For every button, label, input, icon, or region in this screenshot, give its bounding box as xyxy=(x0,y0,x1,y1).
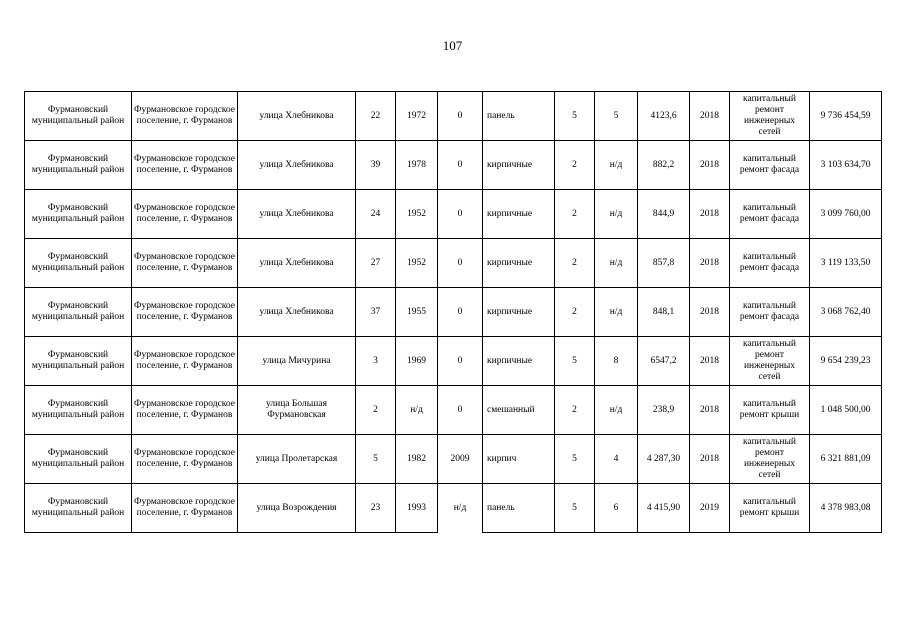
cell-floors: 2 xyxy=(555,190,595,239)
cell-floors: 2 xyxy=(555,386,595,435)
cell-built-year: 1955 xyxy=(396,288,438,337)
cell-area: 882,2 xyxy=(638,141,690,190)
cell-district: Фурмановский муниципальный район xyxy=(25,190,132,239)
cell-work-type: капитальный ремонт инженерных сетей xyxy=(730,337,810,386)
cell-wall-material: кирпичные xyxy=(483,337,555,386)
cell-last-repair: 0 xyxy=(438,92,483,141)
cell-floors: 5 xyxy=(555,92,595,141)
cell-work-type: капитальный ремонт фасада xyxy=(730,239,810,288)
cell-area: 4 287,30 xyxy=(638,435,690,484)
cell-wall-material: кирпич xyxy=(483,435,555,484)
cell-area: 844,9 xyxy=(638,190,690,239)
table-row xyxy=(25,239,882,288)
cell-plan-year: 2018 xyxy=(690,288,730,337)
cell-house: 22 xyxy=(356,92,396,141)
cell-wall-material: панель xyxy=(483,484,555,533)
cell-last-repair: 2009 xyxy=(438,435,483,484)
cell-wall-material: смешанный xyxy=(483,386,555,435)
cell-cost: 9 736 454,59 xyxy=(810,92,882,141)
cell-work-type: капитальный ремонт крыши xyxy=(730,386,810,435)
cell-work-type: капитальный ремонт фасада xyxy=(730,190,810,239)
cell-settlement: Фурмановское городское поселение, г. Фурманов xyxy=(132,92,238,141)
cell-house: 39 xyxy=(356,141,396,190)
cell-floors: 2 xyxy=(555,288,595,337)
cell-street: улица Хлебникова xyxy=(238,92,356,141)
cell-house: 23 xyxy=(356,484,396,533)
cell-floors: 2 xyxy=(555,239,595,288)
cell-entrances: н/д xyxy=(595,190,638,239)
cell-area: 848,1 xyxy=(638,288,690,337)
cell-built-year: 1972 xyxy=(396,92,438,141)
cell-built-year: 1993 xyxy=(396,484,438,533)
cell-floors: 5 xyxy=(555,484,595,533)
cell-plan-year: 2018 xyxy=(690,386,730,435)
cell-district: Фурмановский муниципальный район xyxy=(25,484,132,533)
cell-house: 37 xyxy=(356,288,396,337)
cell-house: 3 xyxy=(356,337,396,386)
cell-house: 2 xyxy=(356,386,396,435)
cell-house: 24 xyxy=(356,190,396,239)
cell-street: улица Пролетарская xyxy=(238,435,356,484)
cell-entrances: 4 xyxy=(595,435,638,484)
cell-plan-year: 2018 xyxy=(690,337,730,386)
cell-built-year: 1952 xyxy=(396,239,438,288)
cell-plan-year: 2018 xyxy=(690,92,730,141)
cell-built-year: 1978 xyxy=(396,141,438,190)
cell-settlement: Фурмановское городское поселение, г. Фурманов xyxy=(132,190,238,239)
cell-last-repair: 0 xyxy=(438,239,483,288)
cell-settlement: Фурмановское городское поселение, г. Фурманов xyxy=(132,386,238,435)
cell-cost: 9 654 239,23 xyxy=(810,337,882,386)
cell-last-repair: 0 xyxy=(438,337,483,386)
cell-entrances: 5 xyxy=(595,92,638,141)
cell-area: 238,9 xyxy=(638,386,690,435)
table-row xyxy=(25,92,882,141)
cell-entrances: н/д xyxy=(595,239,638,288)
table-row xyxy=(25,484,882,533)
cell-last-repair: 0 xyxy=(438,141,483,190)
cell-wall-material: кирпичные xyxy=(483,190,555,239)
cell-area: 857,8 xyxy=(638,239,690,288)
cell-street: улица Возрождения xyxy=(238,484,356,533)
cell-cost: 1 048 500,00 xyxy=(810,386,882,435)
cell-settlement: Фурмановское городское поселение, г. Фурманов xyxy=(132,288,238,337)
cell-street: улица Хлебникова xyxy=(238,288,356,337)
cell-last-repair: 0 xyxy=(438,386,483,435)
cell-floors: 5 xyxy=(555,337,595,386)
cell-street: улица Мичурина xyxy=(238,337,356,386)
cell-floors: 2 xyxy=(555,141,595,190)
cell-settlement: Фурмановское городское поселение, г. Фурманов xyxy=(132,337,238,386)
table-row xyxy=(25,386,882,435)
cell-built-year: н/д xyxy=(396,386,438,435)
cell-entrances: 6 xyxy=(595,484,638,533)
cell-built-year: 1982 xyxy=(396,435,438,484)
cell-built-year: 1969 xyxy=(396,337,438,386)
cell-district: Фурмановский муниципальный район xyxy=(25,435,132,484)
cell-entrances: н/д xyxy=(595,288,638,337)
cell-entrances: н/д xyxy=(595,141,638,190)
cell-district: Фурмановский муниципальный район xyxy=(25,288,132,337)
cell-wall-material: кирпичные xyxy=(483,141,555,190)
cell-wall-material: кирпичные xyxy=(483,239,555,288)
cell-district: Фурмановский муниципальный район xyxy=(25,239,132,288)
cell-street: улица Хлебникова xyxy=(238,141,356,190)
cell-entrances: н/д xyxy=(595,386,638,435)
table-row xyxy=(25,190,882,239)
cell-plan-year: 2018 xyxy=(690,141,730,190)
cell-area: 4123,6 xyxy=(638,92,690,141)
cell-plan-year: 2018 xyxy=(690,190,730,239)
cell-street: улица Хлебникова xyxy=(238,190,356,239)
cell-house: 27 xyxy=(356,239,396,288)
cell-district: Фурмановский муниципальный район xyxy=(25,337,132,386)
cell-district: Фурмановский муниципальный район xyxy=(25,141,132,190)
housing-repair-table xyxy=(24,91,882,533)
cell-last-repair: н/д xyxy=(438,484,483,533)
cell-work-type: капитальный ремонт крыши xyxy=(730,484,810,533)
cell-cost: 3 119 133,50 xyxy=(810,239,882,288)
cell-cost: 3 068 762,40 xyxy=(810,288,882,337)
cell-cost: 4 378 983,08 xyxy=(810,484,882,533)
cell-work-type: капитальный ремонт фасада xyxy=(730,141,810,190)
cell-house: 5 xyxy=(356,435,396,484)
cell-settlement: Фурмановское городское поселение, г. Фурманов xyxy=(132,435,238,484)
cell-street: улица Большая Фурмановская xyxy=(238,386,356,435)
cell-settlement: Фурмановское городское поселение, г. Фурманов xyxy=(132,484,238,533)
cell-work-type: капитальный ремонт инженерных сетей xyxy=(730,92,810,141)
cell-district: Фурмановский муниципальный район xyxy=(25,92,132,141)
cell-wall-material: кирпичные xyxy=(483,288,555,337)
cell-district: Фурмановский муниципальный район xyxy=(25,386,132,435)
cell-street: улица Хлебникова xyxy=(238,239,356,288)
cell-plan-year: 2019 xyxy=(690,484,730,533)
cell-plan-year: 2018 xyxy=(690,435,730,484)
cell-built-year: 1952 xyxy=(396,190,438,239)
table-row xyxy=(25,288,882,337)
table-row xyxy=(25,337,882,386)
cell-cost: 3 103 634,70 xyxy=(810,141,882,190)
cell-settlement: Фурмановское городское поселение, г. Фурманов xyxy=(132,239,238,288)
page-number: 107 xyxy=(442,38,463,53)
cell-cost: 3 099 760,00 xyxy=(810,190,882,239)
cell-floors: 5 xyxy=(555,435,595,484)
cell-area: 4 415,90 xyxy=(638,484,690,533)
cell-last-repair: 0 xyxy=(438,190,483,239)
cell-work-type: капитальный ремонт инженерных сетей xyxy=(730,435,810,484)
cell-work-type: капитальный ремонт фасада xyxy=(730,288,810,337)
cell-cost: 6 321 881,09 xyxy=(810,435,882,484)
cell-last-repair: 0 xyxy=(438,288,483,337)
cell-settlement: Фурмановское городское поселение, г. Фурманов xyxy=(132,141,238,190)
table-row xyxy=(25,435,882,484)
cell-plan-year: 2018 xyxy=(690,239,730,288)
cell-wall-material: панель xyxy=(483,92,555,141)
table-row xyxy=(25,141,882,190)
cell-entrances: 8 xyxy=(595,337,638,386)
cell-area: 6547,2 xyxy=(638,337,690,386)
